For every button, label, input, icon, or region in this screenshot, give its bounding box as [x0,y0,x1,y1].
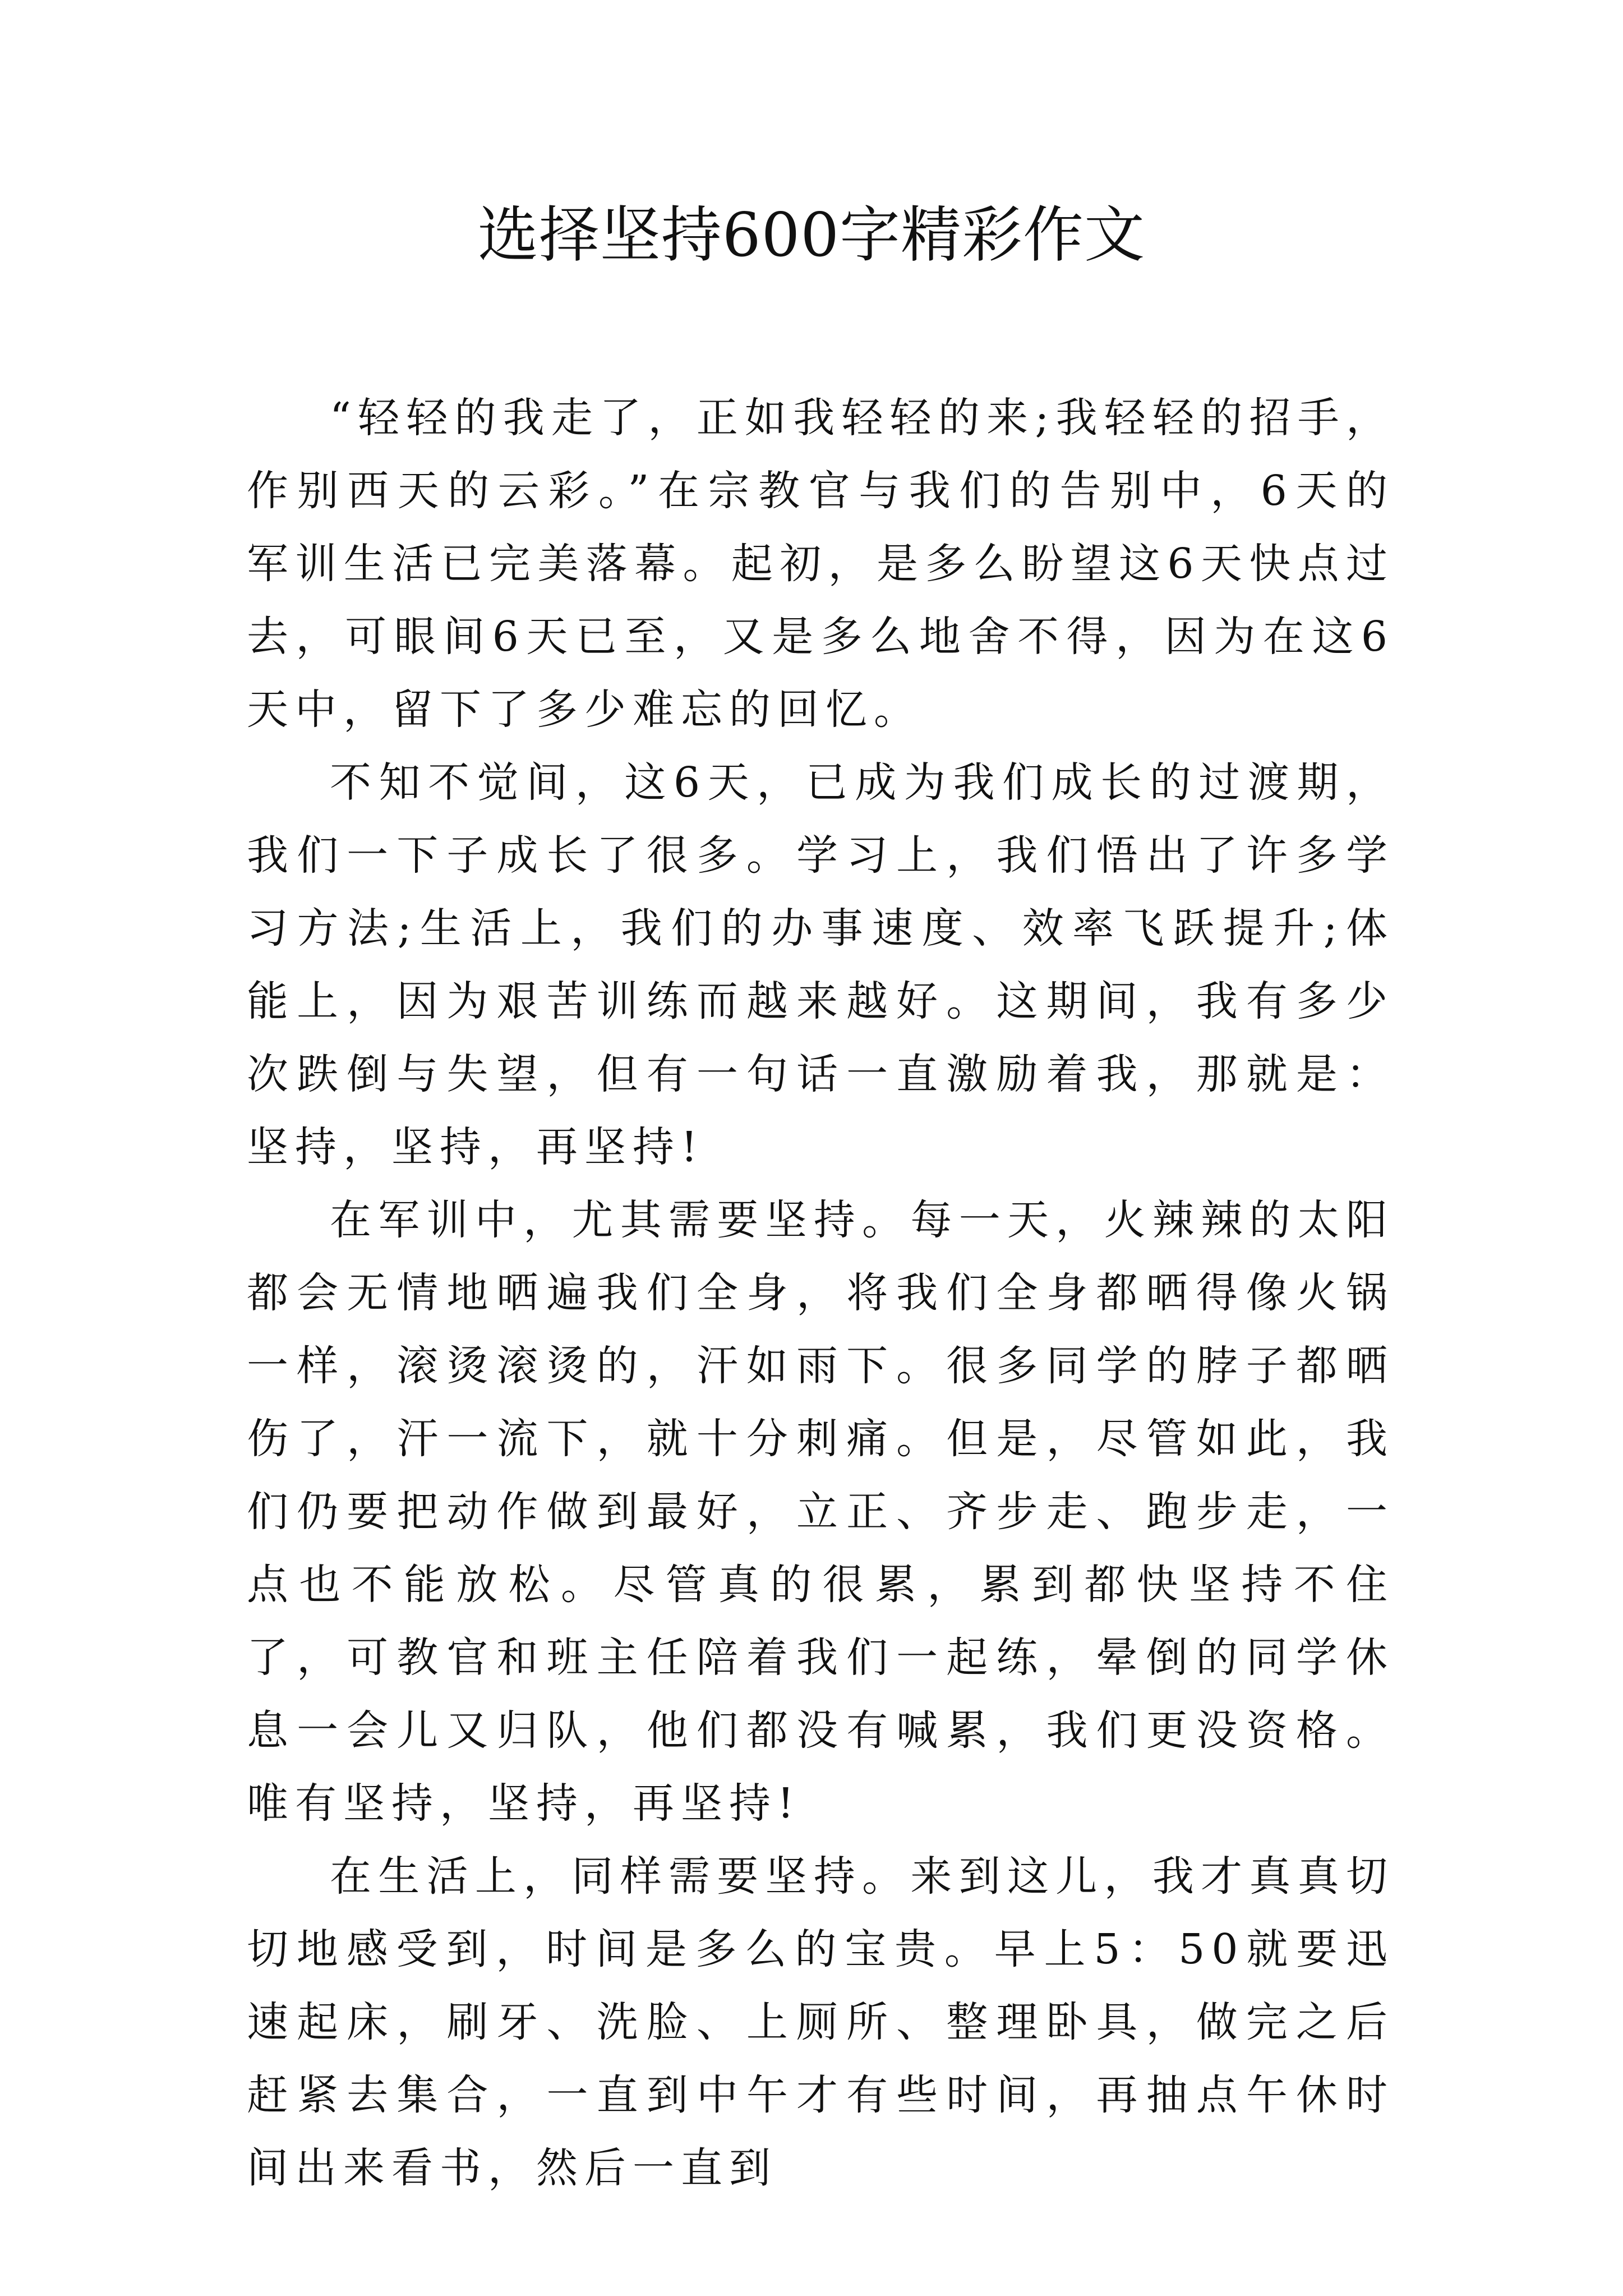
paragraph: 在军训中，尤其需要坚持。每一天，火辣辣的太阳都会无情地晒遍我们全身，将我们全身都晒得像火锅一样，滚烫滚烫的，汗如雨下。很多同学的脖子都晒伤了，汗一流下，就十分刺痛。但是，尽管如此，我们仍要把动作做到最好，立正、齐步走、跑步走，一点也不能放松。尽管真的很累，累到都快坚持不住了，可教官和班主任陪着我们一起练，晕倒的同学休息一会儿又归队，他们都没有喊累，我们更没资格。唯有坚持，坚持，再坚持! [247,1196,1394,1828]
paragraph: “轻轻的我走了，正如我轻轻的来;我轻轻的招手，作别西天的云彩。”在宗教官与我们的告别中，6天的军训生活已完美落幕。起初，是多么盼望这6天快点过去，可眼间6天已至，又是多么地舍不得，因为在这6天中，留下了多少难忘的回忆。 [247,394,1394,734]
paragraph: 在生活上，同样需要坚持。来到这儿，我才真真切切地感受到，时间是多么的宝贵。早上5：50就要迅速起床，刷牙、洗脸、上厕所、整理卧具，做完之后赶紧去集合，一直到中午才有些时间，再抽点午休时间出来看书，然后一直到 [247,1852,1394,2192]
document-body [247,381,1394,2205]
document-title: 选择坚持600字精彩作文 [477,200,1146,270]
paragraph: 不知不觉间，这6天，已成为我们成长的过渡期，我们一下子成长了很多。学习上，我们悟出了许多学习方法;生活上，我们的办事速度、效率飞跃提升;体能上，因为艰苦训练而越来越好。这期间，我有多少次跌倒与失望，但有一句话一直激励着我，那就是：坚持，坚持，再坚持! [247,758,1394,1171]
